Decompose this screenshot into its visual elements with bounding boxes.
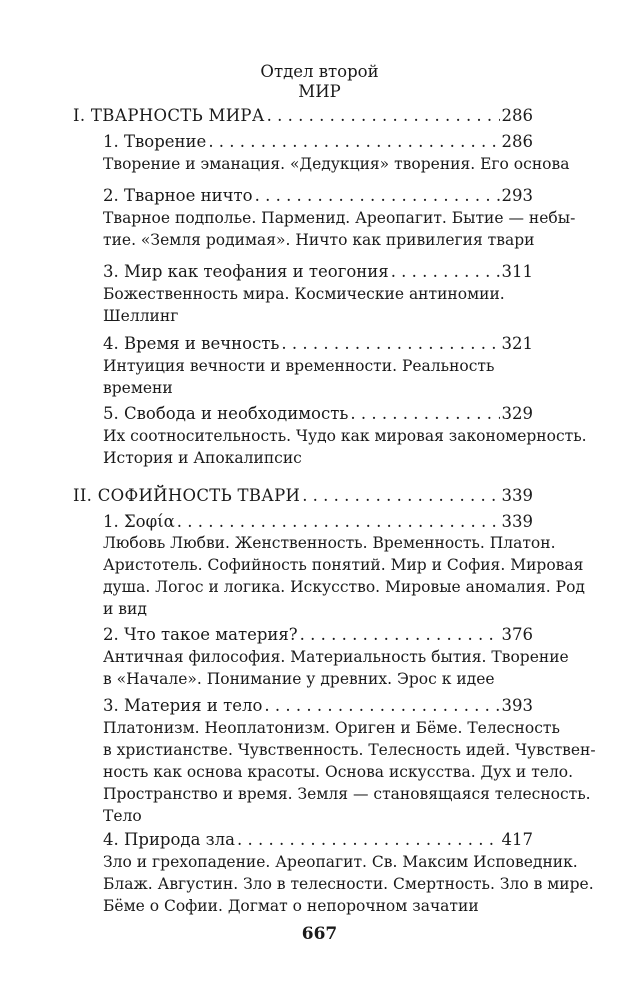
desc-line: душа. Логос и логика. Искусство. Мировые аномалия. Род [103, 578, 585, 596]
leader-dots [237, 829, 500, 851]
chapter-title: 1. Творение [103, 132, 207, 151]
section-page: 339 [501, 486, 533, 505]
chapter-page: 286 [501, 132, 533, 151]
desc-line: Шеллинг [103, 307, 179, 325]
desc-line: Интуиция вечности и временности. Реальность [103, 357, 495, 375]
toc-chapter[interactable] [103, 695, 533, 717]
chapter-title: 4. Время и вечность [103, 334, 280, 353]
chapter-title: 5. Свобода и необходимость [103, 404, 349, 423]
chapter-description [103, 153, 570, 175]
leader-dots [281, 333, 499, 355]
chapter-page: 311 [501, 262, 533, 281]
toc-chapter[interactable] [103, 131, 533, 153]
desc-line: Творение и эманация. «Дедукция» творения. Его основа [103, 155, 570, 173]
desc-line: Бёме о Софии. Догмат о непорочном зачатии [103, 897, 479, 915]
toc-chapter[interactable] [103, 829, 533, 851]
desc-line: Аристотель. Софийность понятий. Мир и София. Мировая [103, 556, 584, 574]
desc-line: Зло и грехопадение. Ареопагит. Св. Максим Исповедник. [103, 853, 578, 871]
chapter-title: 4. Природа зла [103, 830, 235, 849]
chapter-title: 2. Тварное ничто [103, 186, 253, 205]
toc-chapter[interactable] [103, 185, 533, 207]
chapter-description [103, 717, 596, 827]
desc-line: Блаж. Августин. Зло в телесности. Смертность. Зло в мире. [103, 875, 594, 893]
toc-chapter[interactable] [103, 333, 533, 355]
leader-dots [264, 695, 499, 717]
desc-line: Пространство и время. Земля — становящаяся телесность. [103, 785, 591, 803]
toc-chapter[interactable] [103, 403, 533, 425]
toc-chapter[interactable] [103, 624, 533, 646]
desc-line: и вид [103, 600, 147, 618]
chapter-page: 321 [501, 334, 533, 353]
desc-line: Любовь Любви. Женственность. Временность. Платон. [103, 534, 556, 552]
section-page: 286 [501, 106, 533, 125]
leader-dots [302, 485, 499, 507]
desc-line: в «Начале». Понимание у древних. Эрос к идее [103, 670, 495, 688]
leader-dots [300, 624, 500, 646]
leader-dots [255, 185, 500, 207]
toc-chapter[interactable] [103, 511, 533, 533]
chapter-description [103, 851, 594, 917]
chapter-description [103, 283, 533, 327]
leader-dots [350, 403, 499, 425]
toc-chapter[interactable] [103, 261, 533, 283]
chapter-page: 293 [501, 186, 533, 205]
chapter-page: 339 [501, 512, 533, 531]
chapter-page: 417 [501, 830, 533, 849]
chapter-page: 329 [501, 404, 533, 423]
chapter-title: 1. Σοφία [103, 512, 175, 531]
leader-dots [177, 511, 500, 533]
leader-dots [208, 131, 499, 153]
chapter-description [103, 355, 533, 399]
chapter-description [103, 425, 587, 469]
chapter-title: 3. Мир как теофания и теогония [103, 262, 389, 281]
toc-section-2[interactable] [73, 485, 533, 507]
chapter-description [103, 207, 576, 251]
desc-line: ность как основа красоты. Основа искусства. Дух и тело. [103, 763, 574, 781]
desc-line: История и Апокалипсис [103, 449, 302, 467]
section-title: II. СОФИЙНОСТЬ ТВАРИ [73, 486, 301, 505]
chapter-description [103, 646, 569, 690]
desc-line: Тварное подполье. Парменид. Ареопагит. Бытие — небы- [103, 209, 576, 227]
part-title: МИР [298, 82, 341, 101]
part-label: Отдел второй [260, 62, 379, 81]
chapter-description [103, 532, 585, 620]
toc-section-1[interactable] [73, 105, 533, 127]
desc-line: в христианстве. Чувственность. Телесность идей. Чувствен- [103, 741, 596, 759]
chapter-page: 393 [501, 696, 533, 715]
chapter-title: 2. Что такое материя? [103, 625, 298, 644]
chapter-title: 3. Материя и тело [103, 696, 263, 715]
desc-line: Античная философия. Материальность бытия. Творение [103, 648, 569, 666]
chapter-page: 376 [501, 625, 533, 644]
desc-line: тие. «Земля родимая». Ничто как привилегия твари [103, 231, 535, 249]
desc-line: Платонизм. Неоплатонизм. Ориген и Бёме. Телесность [103, 719, 560, 737]
desc-line: времени [103, 379, 173, 397]
leader-dots [267, 105, 500, 127]
desc-line: Их соотносительность. Чудо как мировая закономерность. [103, 427, 587, 445]
page-number: 667 [301, 924, 338, 944]
section-title: I. ТВАРНОСТЬ МИРА [73, 106, 265, 125]
desc-line: Тело [103, 807, 142, 825]
leader-dots [391, 261, 500, 283]
desc-line: Божественность мира. Космические антиномии. [103, 285, 505, 303]
